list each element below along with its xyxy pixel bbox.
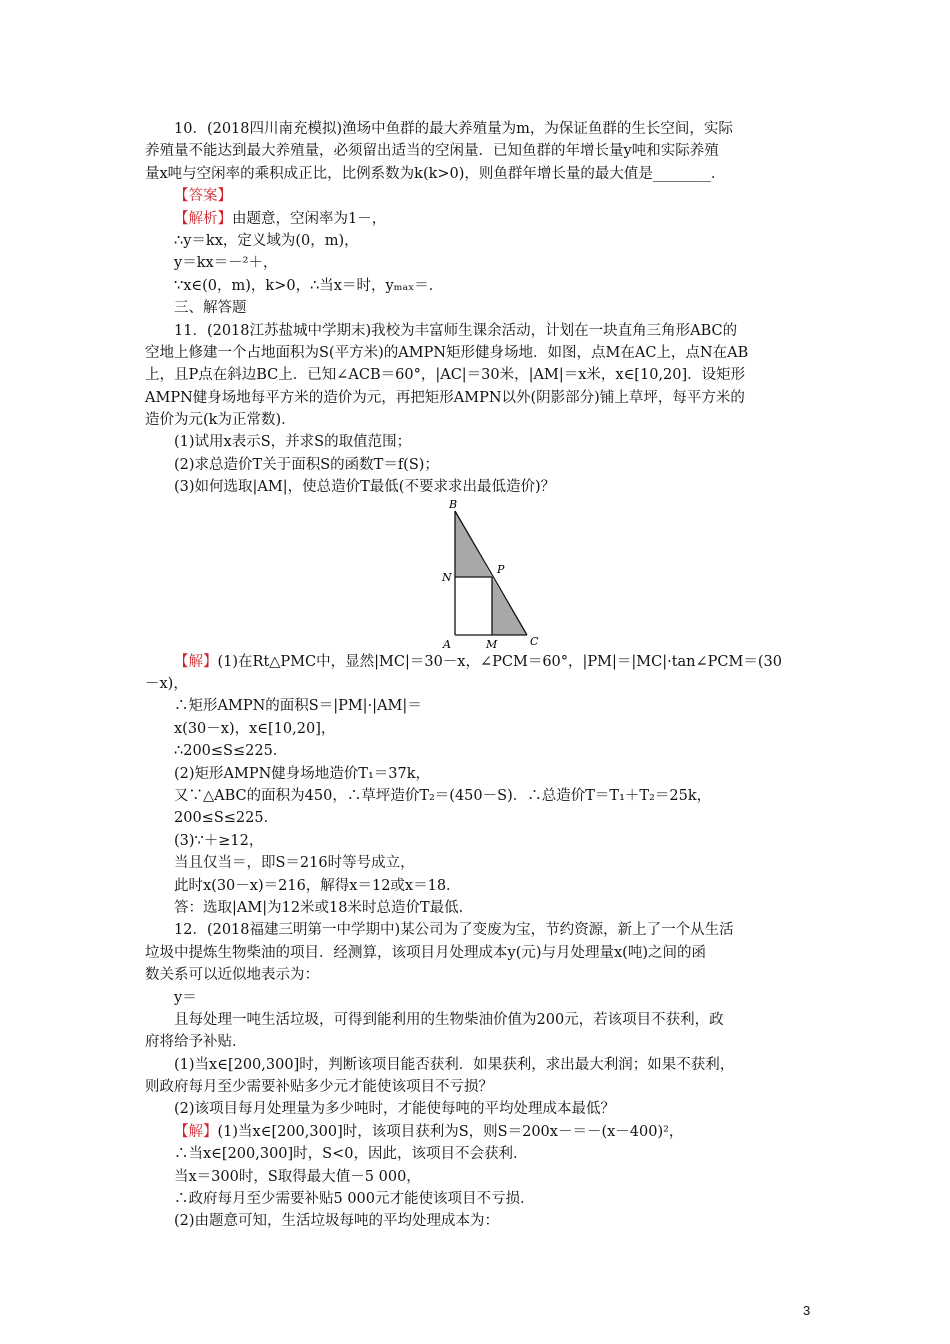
line-text: 当且仅当＝，即S＝216时等号成立， [174, 855, 415, 872]
line-text: 府将给予补贴． [145, 1034, 247, 1051]
text-line [145, 1210, 810, 1232]
section-tag: 【解析】 [174, 210, 232, 227]
text-line [145, 942, 810, 964]
text-block-q10-q11 [145, 118, 810, 499]
line-text: (1)当x∈[200,300]时，判断该项目能否获利．如果获利，求出最大利润；如果不获利， [174, 1056, 735, 1073]
text-line [145, 1054, 810, 1076]
text-line [145, 118, 810, 140]
text-line [145, 919, 810, 941]
text-line [145, 987, 810, 1009]
text-block-solutions [145, 651, 810, 1233]
line-text: AMPN健身场地每平方米的造价为元，再把矩形AMPN以外(阴影部分)铺上草坪，每平方米的 [145, 389, 745, 406]
line-text: 又∵△ABC的面积为450，∴草坪造价T₂＝(450－S)．∴总造价T＝T₁＋T₂＝25k， [174, 787, 712, 804]
line-text: 量x吨与空闲率的乘积成正比，比例系数为k(k>0)，则鱼群年增长量的最大值是________． [145, 165, 726, 182]
text-line [145, 320, 810, 342]
line-text: 此时x(30－x)＝216，解得x＝12或x＝18． [174, 877, 461, 894]
line-text: x(30－x)，x∈[10,20]， [174, 720, 336, 737]
text-line [145, 1188, 810, 1210]
text-line [145, 1121, 810, 1143]
line-text: 造价为元(k为正常数)． [145, 412, 296, 429]
line-text: 200≤S≤225． [174, 810, 279, 827]
line-text: (3)如何选取|AM|，使总造价T最低(不要求求出最低造价)？ [174, 479, 556, 496]
line-text: 由题意，空闲率为1－， [232, 210, 387, 227]
text-line [145, 1166, 810, 1188]
text-line [145, 409, 810, 431]
page-number: 3 [803, 1303, 811, 1318]
text-line [145, 1009, 810, 1031]
line-text: 且每处理一吨生活垃圾，可得到能利用的生物柴油价值为200元，若该项目不获利，政 [174, 1011, 724, 1028]
line-text: 数关系可以近似地表示为： [145, 967, 319, 984]
label-m: M [486, 637, 498, 651]
text-line [145, 1076, 810, 1098]
text-line [145, 342, 810, 364]
line-text: 上，且P点在斜边BC上．已知∠ACB＝60°，|AC|＝30米，|AM|＝x米，x∈[10,20]．设矩形 [145, 367, 746, 384]
line-text: 10．(2018四川南充模拟)渔场中鱼群的最大养殖量为m，为保证鱼群的生长空间，实际 [174, 121, 733, 137]
line-text: (1)在Rt△PMC中，显然|MC|＝30－x，∠PCM＝60°，|PM|＝|MC|·tan∠PCM＝(30 [217, 653, 782, 670]
line-text: 答：选取|AM|为12米或18米时总造价T最低． [174, 899, 474, 916]
text-line [145, 185, 810, 207]
text-line [145, 875, 810, 897]
line-text: 空地上修建一个占地面积为S(平方米)的AMPN矩形健身场地．如图，点M在AC上，点N在AB [145, 344, 749, 361]
line-text: ∴y＝kx，定义域为(0，m)， [174, 232, 359, 249]
text-line [145, 476, 810, 498]
line-text: (2)矩形AMPN健身场地造价T₁＝37k， [174, 765, 431, 782]
text-line [145, 807, 810, 829]
section-tag: 【解】 [174, 653, 218, 670]
text-line [145, 364, 810, 386]
text-line [145, 275, 810, 297]
section-tag: 【解】 [174, 1123, 218, 1140]
text-line [145, 785, 810, 807]
text-line [145, 673, 810, 695]
text-line [145, 964, 810, 986]
line-text: ∴矩形AMPN的面积S＝|PM|·|AM|＝ [174, 698, 422, 715]
text-line [145, 740, 810, 762]
line-text: (3)∵＋≥12， [174, 832, 264, 849]
label-n: N [442, 570, 452, 584]
triangle-diagram [440, 499, 570, 651]
line-text: 12．(2018福建三明第一中学期中)某公司为了变废为宝，节约资源，新上了一个从生活 [174, 922, 734, 939]
line-text: (1)试用x表示S，并求S的取值范围； [174, 434, 412, 451]
text-line [145, 297, 810, 319]
line-text: ∴200≤S≤225． [174, 743, 288, 760]
text-line [145, 387, 810, 409]
text-line [145, 163, 810, 185]
text-line [145, 1143, 810, 1165]
line-text: 三、解答题 [174, 300, 247, 317]
text-line [145, 431, 810, 453]
text-line [145, 140, 810, 162]
text-line [145, 454, 810, 476]
line-text: (2)该项目每月处理量为多少吨时，才能使每吨的平均处理成本最低？ [174, 1101, 616, 1118]
page-content [145, 118, 810, 1233]
label-a: A [443, 637, 451, 651]
line-text: 11．(2018江苏盐城中学期末)我校为丰富师生课余活动，计划在一块直角三角形ABC的 [174, 322, 738, 339]
text-line [145, 1098, 810, 1120]
line-text: (2)由题意可知，生活垃圾每吨的平均处理成本为： [174, 1213, 500, 1230]
section-tag: 【答案】 [174, 188, 232, 205]
text-line [145, 230, 810, 252]
text-line [145, 830, 810, 852]
line-text: 垃圾中提炼生物柴油的项目．经测算，该项目月处理成本y(元)与月处理量x(吨)之间的函 [145, 944, 706, 961]
line-text: ∴当x∈[200,300]时，S<0，因此，该项目不会获利． [174, 1146, 528, 1163]
line-text: ∴政府每月至少需要补贴5 000元才能使该项目不亏损． [174, 1191, 535, 1208]
text-line [145, 897, 810, 919]
line-text: (1)当x∈[200,300]时，该项目获利为S，则S＝200x－＝－(x－400)²， [217, 1123, 684, 1140]
label-b: B [449, 498, 458, 511]
text-line [145, 1031, 810, 1053]
line-text: －x)， [145, 676, 188, 693]
text-line [145, 651, 810, 673]
text-line [145, 852, 810, 874]
triangle-figure [145, 499, 810, 651]
line-text: 当x＝300时，S取得最大值－5 000， [174, 1168, 421, 1185]
label-p: P [497, 562, 505, 576]
text-line [145, 695, 810, 717]
line-text: (2)求总造价T关于面积S的函数T＝f(S)； [174, 456, 439, 473]
text-line [145, 763, 810, 785]
line-text: ∵x∈(0，m)，k>0，∴当x＝时，yₘₐₓ＝． [174, 277, 444, 294]
text-line [145, 252, 810, 274]
text-line [145, 208, 810, 230]
line-text: y＝ [174, 989, 197, 1006]
line-text: y＝kx＝－²＋， [174, 255, 278, 272]
label-c: C [530, 634, 539, 648]
text-line [145, 718, 810, 740]
line-text: 则政府每月至少需要补贴多少元才能使该项目不亏损？ [145, 1079, 493, 1096]
line-text: 养殖量不能达到最大养殖量，必须留出适当的空闲量．已知鱼群的年增长量y吨和实际养殖 [145, 143, 719, 160]
